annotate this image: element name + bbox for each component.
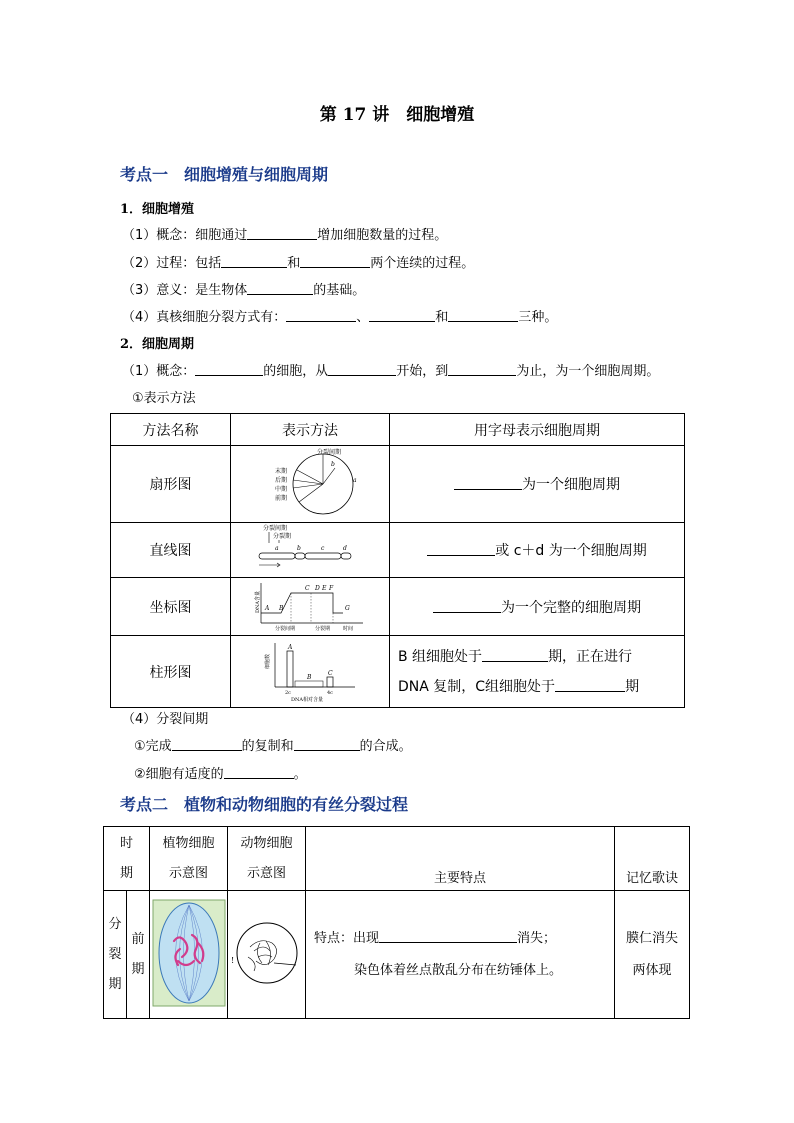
blank[interactable] (454, 476, 522, 490)
blank[interactable] (555, 678, 625, 692)
row-line-name: 直线图 (111, 523, 231, 578)
blank[interactable] (247, 281, 313, 295)
blank[interactable] (300, 254, 370, 268)
header-feature: 主要特点 (306, 827, 615, 891)
blank[interactable] (448, 308, 518, 322)
row-coord-desc: 为一个完整的细胞周期 (390, 578, 685, 636)
line-concept: （1）概念：细胞通过 增加细胞数量的过程。 (122, 228, 448, 243)
header-rhyme: 记忆歌诀 (615, 827, 690, 891)
plant-cell-image (150, 891, 228, 1019)
blank[interactable] (195, 362, 263, 376)
coord-label-x3: 时间 (343, 625, 354, 631)
blank[interactable] (482, 648, 548, 662)
line-label-top1: 分裂间期 (263, 525, 288, 532)
fan-label-l3: 中期 (275, 486, 288, 493)
header-time: 时 期 (104, 827, 150, 891)
blank[interactable] (294, 737, 360, 751)
coord-label-x1: 分裂间期 (275, 625, 296, 631)
prophase-feature: 特点：出现 消失； 染色体着丝点散乱分布在纺锤体上。 (306, 891, 615, 1019)
blank[interactable] (224, 765, 294, 779)
blank[interactable] (427, 542, 495, 556)
sub-heading-cell-cycle: 2．细胞周期 (120, 337, 195, 352)
fan-chart-figure (235, 446, 385, 518)
header-letters: 用字母表示细胞周期 (390, 414, 685, 446)
prophase-rhyme: 膜仁消失 两体现 (615, 891, 690, 1019)
bar-label-C: C (328, 669, 333, 677)
mitosis-table (103, 826, 690, 1019)
line-interphase: （4）分裂间期 (122, 712, 209, 727)
fan-label-l4: 前期 (275, 495, 288, 502)
bar-diagram (231, 636, 390, 708)
line-chart-figure (235, 523, 385, 573)
cell-cycle-table (110, 413, 685, 708)
row-coord-name: 坐标图 (111, 578, 231, 636)
row-fan-desc: 为一个细胞周期 (390, 446, 685, 523)
line-cycle-concept: （1）概念： 的细胞，从 开始，到 为止，为一个细胞周期。 (122, 364, 660, 379)
line-process: （2）过程：包括 和 两个连续的过程。 (122, 256, 475, 271)
coord-label-E: E (322, 584, 327, 592)
line-label-b: b (297, 545, 301, 552)
section1-heading: 考点一 细胞增殖与细胞周期 (120, 165, 329, 184)
bar-label-A: A (288, 643, 293, 651)
coord-label-A: A (265, 604, 270, 612)
coord-diagram (231, 578, 390, 636)
bar-label-x2: 4c (327, 689, 333, 696)
line-diagram (231, 523, 390, 578)
coordinate-chart-figure (235, 579, 385, 631)
line-meaning: （3）意义：是生物体 的基础。 (122, 283, 366, 298)
bar-label-B: B (307, 673, 312, 681)
stage-division: 分 裂 期 (104, 891, 127, 1019)
bar-label-y: 细胞数 (265, 653, 271, 669)
coord-label-D: D (315, 584, 320, 592)
blank[interactable] (379, 929, 517, 943)
coord-label-B: B (279, 604, 284, 612)
row-bar-desc: B 组细胞处于 期，正在进行 DNA 复制，C组细胞处于 期 (390, 636, 685, 708)
plant-cell-prophase-figure (152, 899, 226, 1007)
fan-label-l1: 末期 (275, 468, 288, 475)
line-representation: ①表示方法 (132, 391, 196, 406)
animal-cell-image (228, 891, 306, 1019)
fan-label-top: 分裂间期 (317, 449, 342, 456)
header-plant: 植物细胞 示意图 (150, 827, 228, 891)
coord-label-C: C (305, 584, 310, 592)
svg-text:!: ! (230, 955, 234, 965)
blank[interactable] (221, 254, 287, 268)
coord-label-F: F (329, 584, 334, 592)
section2-heading: 考点二 植物和动物细胞的有丝分裂过程 (120, 795, 409, 814)
line-label-a: a (275, 545, 279, 552)
coord-label-G: G (345, 604, 350, 612)
fan-label-b: b (331, 461, 335, 468)
blank[interactable] (247, 226, 317, 240)
stage-prophase: 前 期 (127, 891, 150, 1019)
fan-label-a: a (353, 477, 357, 484)
line-interphase-1: ①完成 的复制和 的合成。 (134, 739, 412, 754)
fan-diagram (231, 446, 390, 523)
line-label-top2: 分裂期 (273, 533, 292, 540)
coord-label-y: DNA含量 (255, 590, 261, 613)
bar-chart-figure (235, 637, 385, 703)
row-bar-name: 柱形图 (111, 636, 231, 708)
bar-label-x1: 2c (285, 689, 291, 696)
fan-label-l2: 后期 (275, 477, 288, 484)
header-animal: 动物细胞 示意图 (228, 827, 306, 891)
blank[interactable] (286, 308, 356, 322)
line-interphase-2: ②细胞有适度的 。 (134, 767, 307, 782)
blank[interactable] (328, 362, 396, 376)
header-method-name: 方法名称 (111, 414, 231, 446)
header-method: 表示方法 (231, 414, 390, 446)
blank[interactable] (369, 308, 435, 322)
blank[interactable] (448, 362, 516, 376)
animal-cell-prophase-figure (230, 913, 304, 993)
page-title: 第 17 讲 细胞增殖 (319, 105, 475, 125)
line-label-d: d (343, 545, 347, 552)
sub-heading-cell-proliferation: 1．细胞增殖 (120, 202, 195, 217)
bar-label-x: DNA相对含量 (291, 696, 323, 703)
row-fan-name: 扇形图 (111, 446, 231, 523)
row-line-desc: 或 c＋d 为一个细胞周期 (390, 523, 685, 578)
line-division-types: （4）真核细胞分裂方式有： 、 和 三种。 (122, 310, 558, 325)
blank[interactable] (172, 737, 242, 751)
coord-label-x2: 分裂期 (315, 625, 331, 631)
line-label-c: c (321, 545, 325, 552)
blank[interactable] (433, 599, 501, 613)
